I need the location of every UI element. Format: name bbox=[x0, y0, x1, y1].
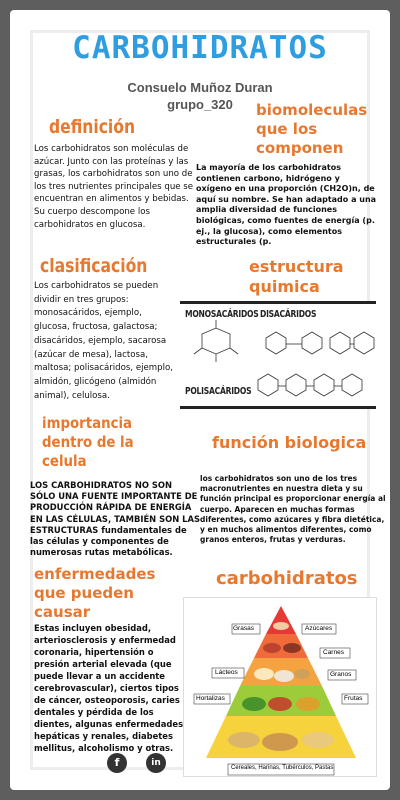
label-monosacaridos: MONOSACÁRIDOS bbox=[185, 309, 259, 320]
heading-clasificacion: clasificación bbox=[40, 255, 148, 277]
label-granos: Granos bbox=[330, 671, 352, 678]
facebook-icon[interactable]: f bbox=[107, 753, 127, 773]
molecule-drawings bbox=[180, 304, 376, 406]
label-lacteos: Lácteos bbox=[215, 669, 238, 676]
heading-enfermedades: enfermedades que pueden causar bbox=[34, 565, 156, 621]
heading-estructura: estructura quimica bbox=[249, 257, 344, 296]
label-carnes: Carnes bbox=[323, 649, 344, 656]
heading-funcion: función biologica bbox=[212, 433, 367, 452]
heading-importancia: importancia dentro de la celula bbox=[42, 414, 134, 470]
text-definicion: Los carbohidratos son moléculas de azúcar. Junto con las proteínas y las grasas, los carbohidratos son uno de los tres nutrientes principales que se encuentran en alimentos y bebidas. Su cuerpo descompone los carbohidratos en glucosa. bbox=[34, 144, 194, 230]
text-funcion: los carbohidratos son uno de los tres macronutrientes en nuestra dieta y su función principal es proporcionar energía al cuerpo. Aparecen en muchas formas diferentes, como azúcares y fibra dietética, y en muchos alimentos diferentes, como granos enteros, frutas y verduras. bbox=[200, 474, 386, 545]
label-base: Cereales, Harinas, Tubérculos, Pastas bbox=[231, 765, 334, 771]
poster-title: CARBOHIDRATOS bbox=[72, 30, 328, 66]
label-frutas: Frutas bbox=[344, 695, 363, 702]
heading-definicion: definición bbox=[49, 116, 136, 138]
label-polisacaridos: POLISACÁRIDOS bbox=[185, 386, 252, 397]
food-pyramid-graphic bbox=[184, 598, 378, 778]
label-grasas: Grasas bbox=[233, 625, 254, 632]
text-clasificacion: Los carbohidratos se pueden dividir en tres grupos: monosacáridos, ejemplo, glucosa, fructosa, galactosa; disacáridos, ejemplo, sacarosa (azúcar de mesa), lactosa, maltosa; polisacáridos, ejemplo, almidón, glicógeno (almidón animal), celulosa. bbox=[34, 281, 173, 401]
heading-biomoleculas: biomoleculas que los componen bbox=[256, 101, 368, 157]
text-enfermedades: Estas incluyen obesidad, arteriosclerosis y enfermedad coronaria, hipertensión o presión arterial elevada (que puede llevar a un accidente cerebrovascular), ciertos tipos de cáncer, osteoporosis, caries dentales y pérdida de los dientes, algunas enfermedades hepáticas y renales, diabetes mellitus, alcoholismo y otras. bbox=[34, 623, 184, 753]
label-hortalizas: Hortalizas bbox=[196, 695, 225, 702]
group-name: grupo_320 bbox=[167, 97, 233, 112]
label-azucares: Azúcares bbox=[305, 625, 333, 632]
chemical-structure-image bbox=[180, 301, 376, 409]
text-importancia: LOS CARBOHIDRATOS NO SON SÓLO UNA FUENTE IMPORTANTE DE PRODUCCIÓN RÁPIDA DE ENERGÍA EN LAS CÉLULAS, TAMBIÉN SON LAS ESTRUCTURAS fundamentales de las células y componentes de numerosas rutas metabólicas. bbox=[30, 480, 201, 558]
food-pyramid-image bbox=[183, 597, 377, 777]
text-biomoleculas: La mayoría de los carbohidratos contienen carbono, hidrógeno y oxígeno en una proporción (CH2O)n, de aquí su nombre. Se han adaptado a una amplia diversidad de funciones biológicas, como fuentes de energía (p. ej., la glucosa), como elementos estructurales (p. bbox=[196, 163, 377, 247]
label-disacaridos: DISACÁRIDOS bbox=[260, 309, 317, 320]
heading-piramide: carbohidratos bbox=[216, 568, 358, 589]
author-name: Consuelo Muñoz Duran bbox=[127, 80, 273, 95]
linkedin-icon[interactable]: in bbox=[146, 753, 166, 773]
